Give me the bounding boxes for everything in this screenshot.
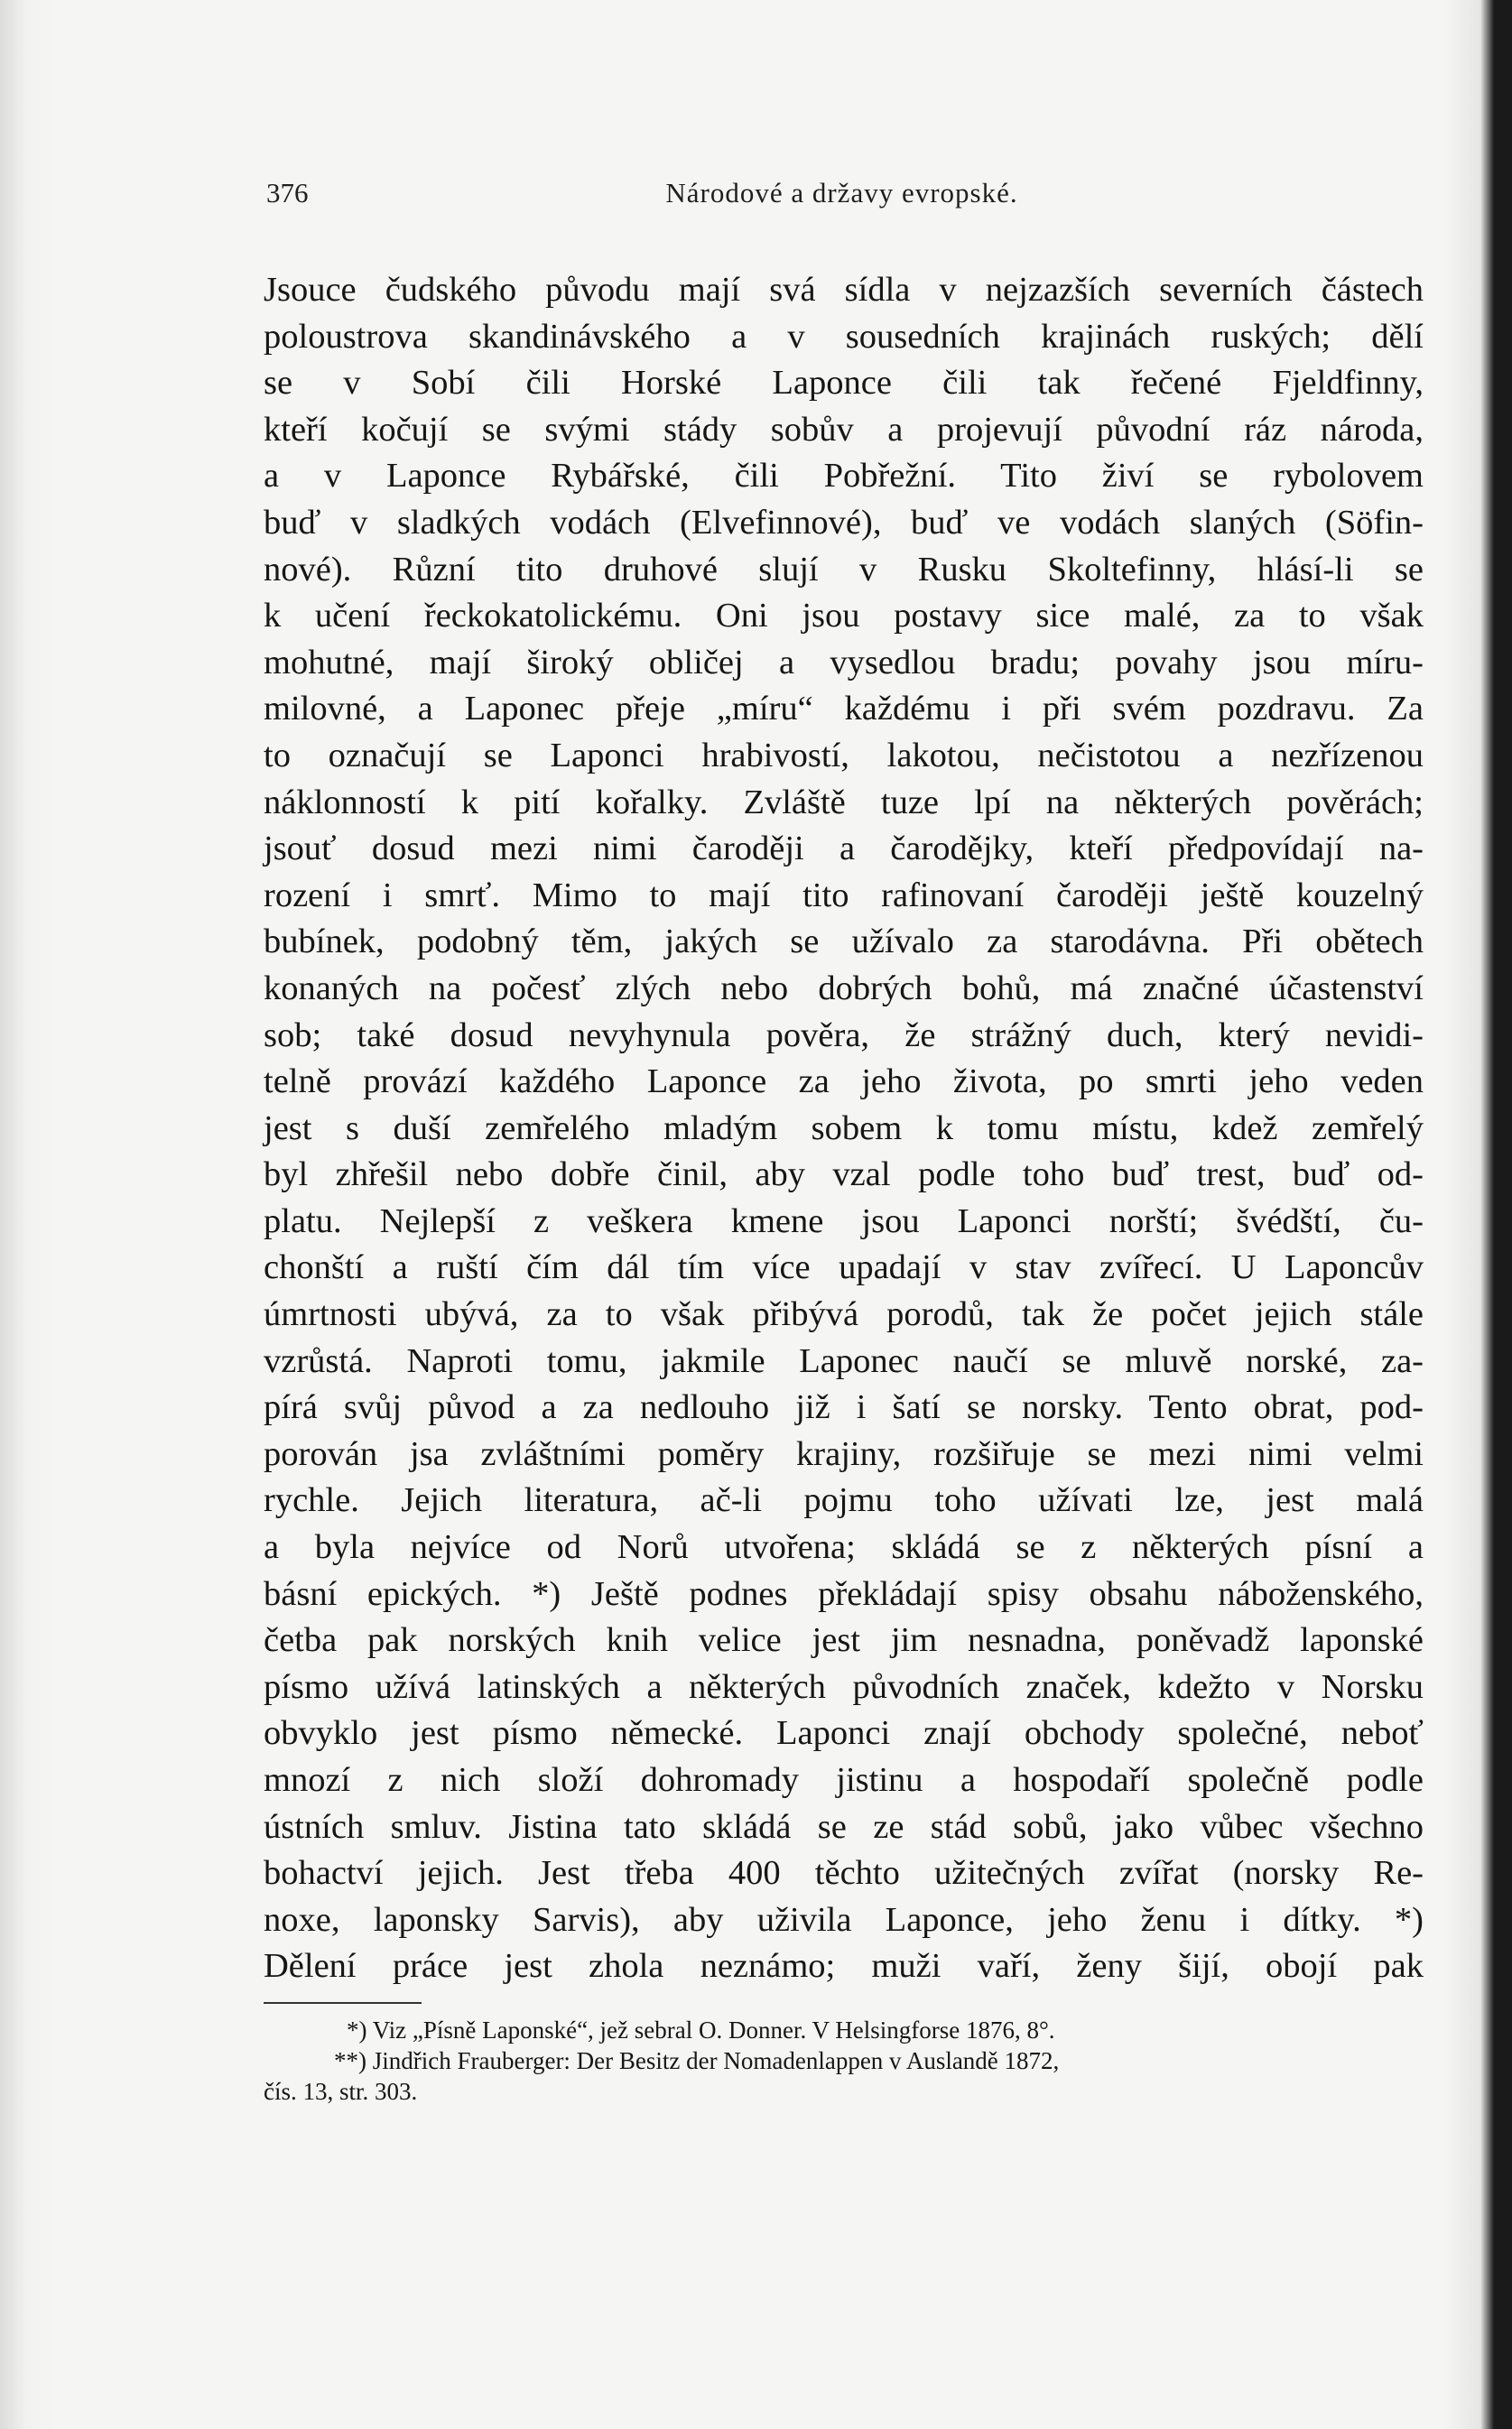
text-line: chonští a ruští čím dál tím více upadají v stav zvířecí. U Laponcův — [264, 1248, 1424, 1287]
running-title: Národové a državy evropské. — [665, 177, 1018, 209]
footnote-2-continued: čís. 13, str. 303. — [264, 2078, 418, 2105]
text-line: četba pak norských knih velice jest jim nesnadna, poněvadž laponské — [264, 1621, 1424, 1660]
text-line: buď v sladkých vodách (Elvefinnové), buď ve vodách slaných (Söfin- — [264, 503, 1424, 542]
text-line: milovné, a Laponec přeje „míru“ každému i při svém pozdravu. Za — [264, 690, 1424, 728]
page-number: 376 — [266, 177, 309, 209]
text-line: se v Sobí čili Horské Laponce čili tak řečené Fjeldfinny, — [264, 364, 1424, 403]
text-line: rození i smrť. Mimo to mají tito rafinovaní čaroději ještě kouzelný — [264, 876, 1424, 914]
text-line: Jsouce čudského původu mají svá sídla v nejzazších severních částech — [264, 271, 1424, 309]
text-line: byl zhřešil nebo dobře činil, aby vzal podle toho buď trest, buď od- — [264, 1155, 1424, 1194]
text-line: poloustrova skandinávského a v sousedních krajinách ruských; dělí — [264, 317, 1424, 356]
text-line: to označují se Laponci hrabivostí, lakotou, nečistotou a nezřízenou — [264, 736, 1424, 774]
footnote-1: *) Viz „Písně Laponské“, jež sebral O. Donner. V Helsingforse 1876, 8°. — [347, 2016, 1055, 2044]
text-line: vzrůstá. Naproti tomu, jakmile Laponec naučí se mluvě norské, za- — [264, 1341, 1424, 1380]
text-line: sob; také dosud nevyhynula pověra, že strážný duch, který nevidi- — [264, 1015, 1424, 1054]
text-line: obvyklo jest písmo německé. Laponci znají obchody společné, neboť — [264, 1714, 1424, 1753]
text-line: konaných na počesť zlých nebo dobrých bohů, má značné účastenství — [264, 969, 1424, 1007]
text-line: básní epických. *) Ještě podnes překládají spisy obsahu náboženského, — [264, 1574, 1424, 1613]
text-line: Dělení práce jest zhola neznámo; muži vaří, ženy šijí, obojí pak — [264, 1947, 1424, 1986]
footnote-2: **) Jindřich Frauberger: Der Besitz der Nomadenlappen v Auslandě 1872, — [334, 2047, 1060, 2074]
body-text — [264, 267, 1424, 1990]
text-line: mnozí z nich složí dohromady jistinu a hospodaří společně podle — [264, 1761, 1424, 1799]
text-line: bohactví jejich. Jest třeba 400 těchto užitečných zvířat (norsky Re- — [264, 1854, 1424, 1893]
text-line: rychle. Jejich literatura, ač-li pojmu toho užívati lze, jest malá — [264, 1481, 1424, 1520]
footnote-rule — [264, 2002, 422, 2004]
text-line: písmo užívá latinských a některých původních značek, kdežto v Norsku — [264, 1667, 1424, 1706]
text-line: bubínek, podobný těm, jakých se užívalo za starodávna. Při obětech — [264, 922, 1424, 961]
text-line: pírá svůj původ a za nedlouho již i šatí se norsky. Tento obrat, pod- — [264, 1388, 1424, 1427]
text-line: ústních smluv. Jistina tato skládá se ze stád sobů, jako vůbec všechno — [264, 1807, 1424, 1846]
text-line: jest s duší zemřelého mladým sobem k tomu místu, kdež zemřelý — [264, 1108, 1424, 1147]
text-line: nové). Různí tito druhové slují v Rusku Skoltefinny, hlásí-li se — [264, 550, 1424, 589]
text-line: jsouť dosud mezi nimi čaroději a čarodějky, kteří předpovídají na- — [264, 830, 1424, 868]
text-line: telně provází každého Laponce za jeho života, po smrti jeho veden — [264, 1062, 1424, 1101]
text-line: platu. Nejlepší z veškera kmene jsou Laponci norští; švédští, ču- — [264, 1201, 1424, 1240]
text-line: porován jsa zvláštními poměry krajiny, rozšiřuje se mezi nimi velmi — [264, 1434, 1424, 1473]
text-line: k učení řeckokatolickému. Oni jsou postavy sice malé, za to však — [264, 597, 1424, 635]
text-line: kteří kočují se svými stády sobův a projevují původní ráz národa, — [264, 410, 1424, 449]
text-line: noxe, laponsky Sarvis), aby uživila Laponce, jeho ženu i dítky. *) — [264, 1900, 1424, 1939]
text-line: náklonností k pití kořalky. Zvláště tuze lpí na některých pověrách; — [264, 783, 1424, 821]
text-line: a v Laponce Rybářské, čili Pobřežní. Tito živí se rybolovem — [264, 457, 1424, 496]
text-line: a byla nejvíce od Norů utvořena; skládá se z některých písní a — [264, 1528, 1424, 1567]
text-line: úmrtnosti ubývá, za to však přibývá porodů, tak že počet jejich stále — [264, 1295, 1424, 1334]
footnotes — [264, 2015, 1424, 2107]
text-line: mohutné, mají široký obličej a vysedlou bradu; povahy jsou míru- — [264, 643, 1424, 681]
